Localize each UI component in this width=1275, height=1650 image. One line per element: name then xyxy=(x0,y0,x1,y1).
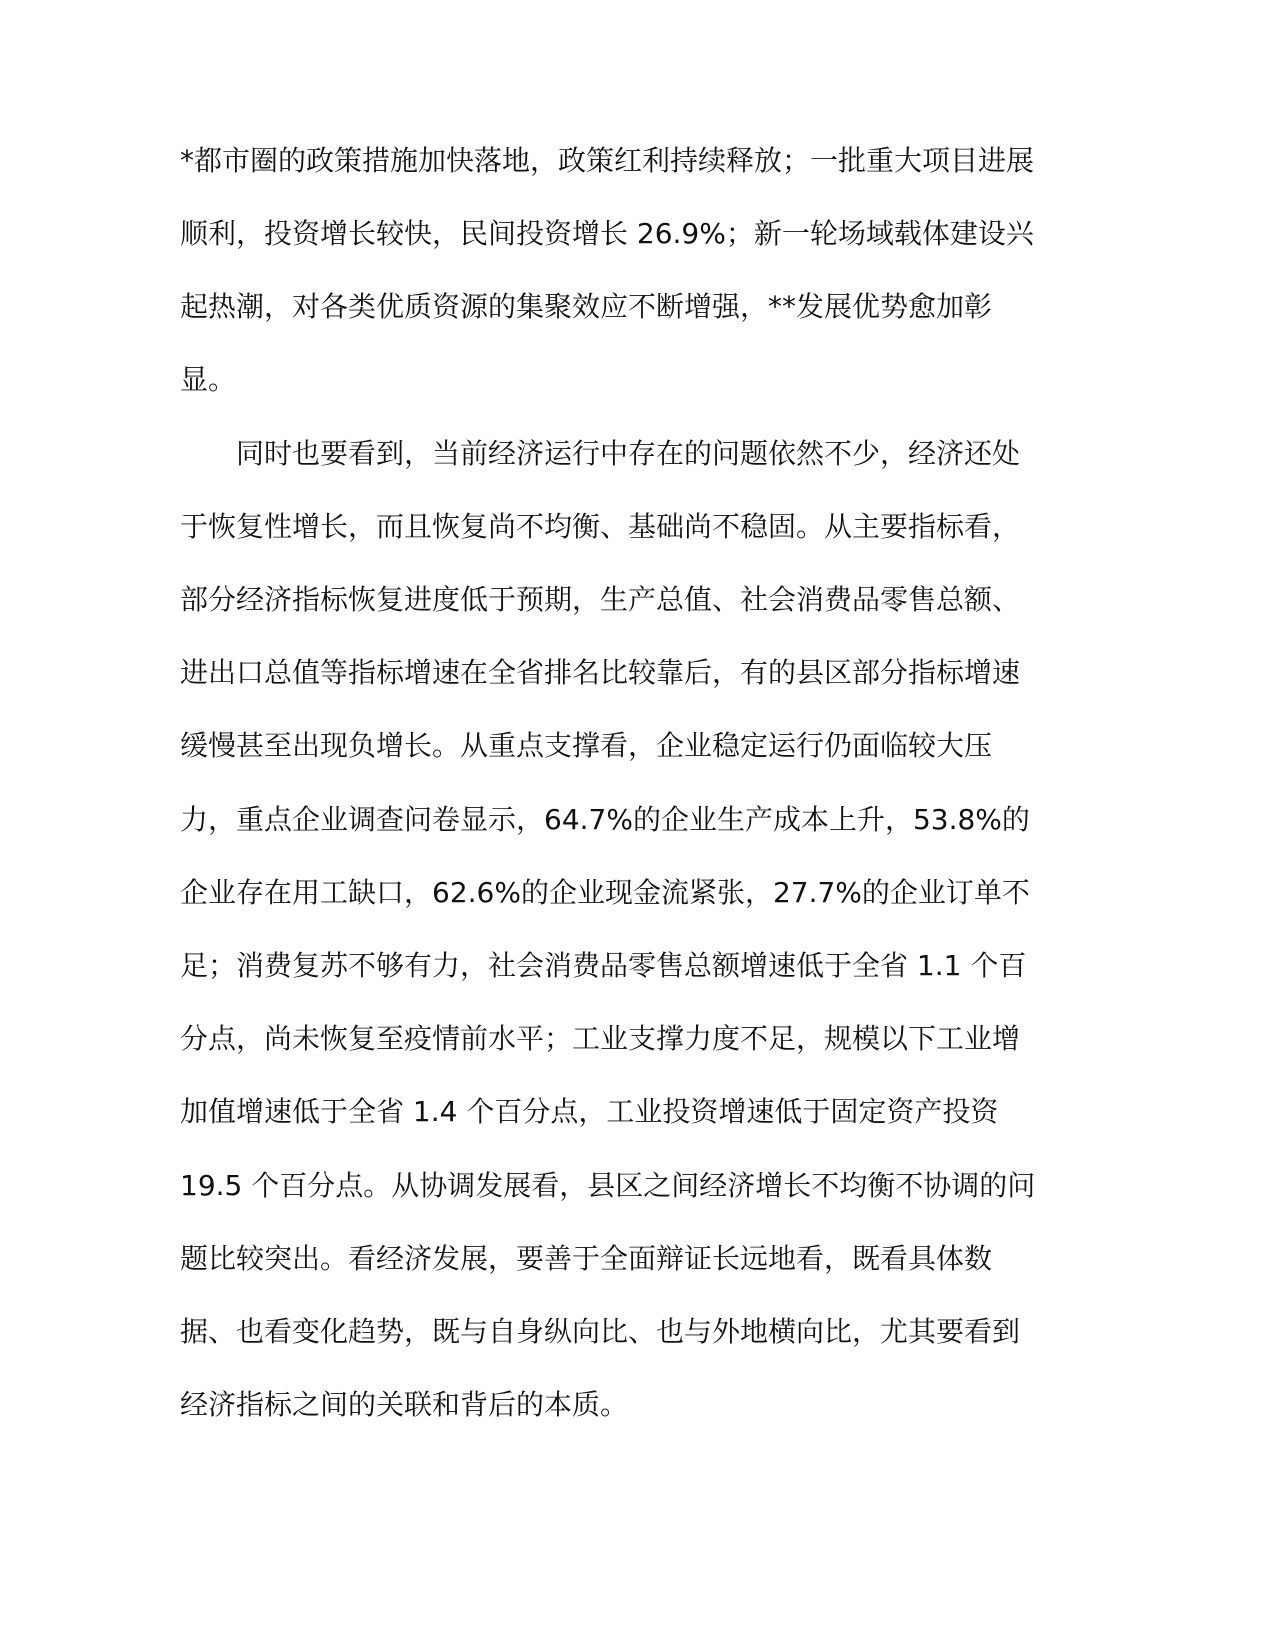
paragraph-2-line-9: 分点，尚未恢复至疫情前水平；工业支撑力度不足，规模以下工业增 xyxy=(180,1022,1021,1055)
paragraph-2-line-5: 缓慢甚至出现负增长。从重点支撑看，企业稳定运行仍面临较大压 xyxy=(180,729,993,762)
paragraph-2-line-10: 加值增速低于全省 1.4 个百分点，工业投资增速低于固定资产投资 xyxy=(180,1095,999,1128)
paragraph-2-line-8: 足；消费复苏不够有力，社会消费品零售总额增速低于全省 1.1 个百 xyxy=(180,949,1027,982)
paragraph-2-line-2: 于恢复性增长，而且恢复尚不均衡、基础尚不稳固。从主要指标看， xyxy=(180,510,1021,543)
paragraph-2-line-7: 企业存在用工缺口，62.6%的企业现金流紧张，27.7%的企业订单不 xyxy=(180,876,1030,909)
paragraph-2-line-4: 进出口总值等指标增速在全省排名比较靠后，有的县区部分指标增速 xyxy=(180,656,1021,689)
paragraph-2-line-11: 19.5 个百分点。从协调发展看，县区之间经济增长不均衡不协调的问 xyxy=(180,1169,1036,1202)
paragraph-1-line-2: 顺利，投资增长较快，民间投资增长 26.9%；新一轮场域载体建设兴 xyxy=(180,217,1034,250)
paragraph-1-line-1: *都市圈的政策措施加快落地，政策红利持续释放；一批重大项目进展 xyxy=(180,144,1035,177)
paragraph-1-line-3: 起热潮，对各类优质资源的集聚效应不断增强，**发展优势愈加彰 xyxy=(180,290,993,323)
paragraph-2-line-14: 经济指标之间的关联和背后的本质。 xyxy=(180,1388,629,1421)
paragraph-2-line-1: 同时也要看到，当前经济运行中存在的问题依然不少，经济还处 xyxy=(236,437,1021,470)
paragraph-2-line-12: 题比较突出。看经济发展，要善于全面辩证长远地看，既看具体数 xyxy=(180,1242,993,1275)
paragraph-2-line-3: 部分经济指标恢复进度低于预期，生产总值、社会消费品零售总额、 xyxy=(180,583,1021,616)
paragraph-2-line-13: 据、也看变化趋势，既与自身纵向比、也与外地横向比，尤其要看到 xyxy=(180,1315,1021,1348)
paragraph-1-line-4: 显。 xyxy=(180,363,237,396)
paragraph-2-line-6: 力，重点企业调查问卷显示，64.7%的企业生产成本上升，53.8%的 xyxy=(180,803,1030,836)
